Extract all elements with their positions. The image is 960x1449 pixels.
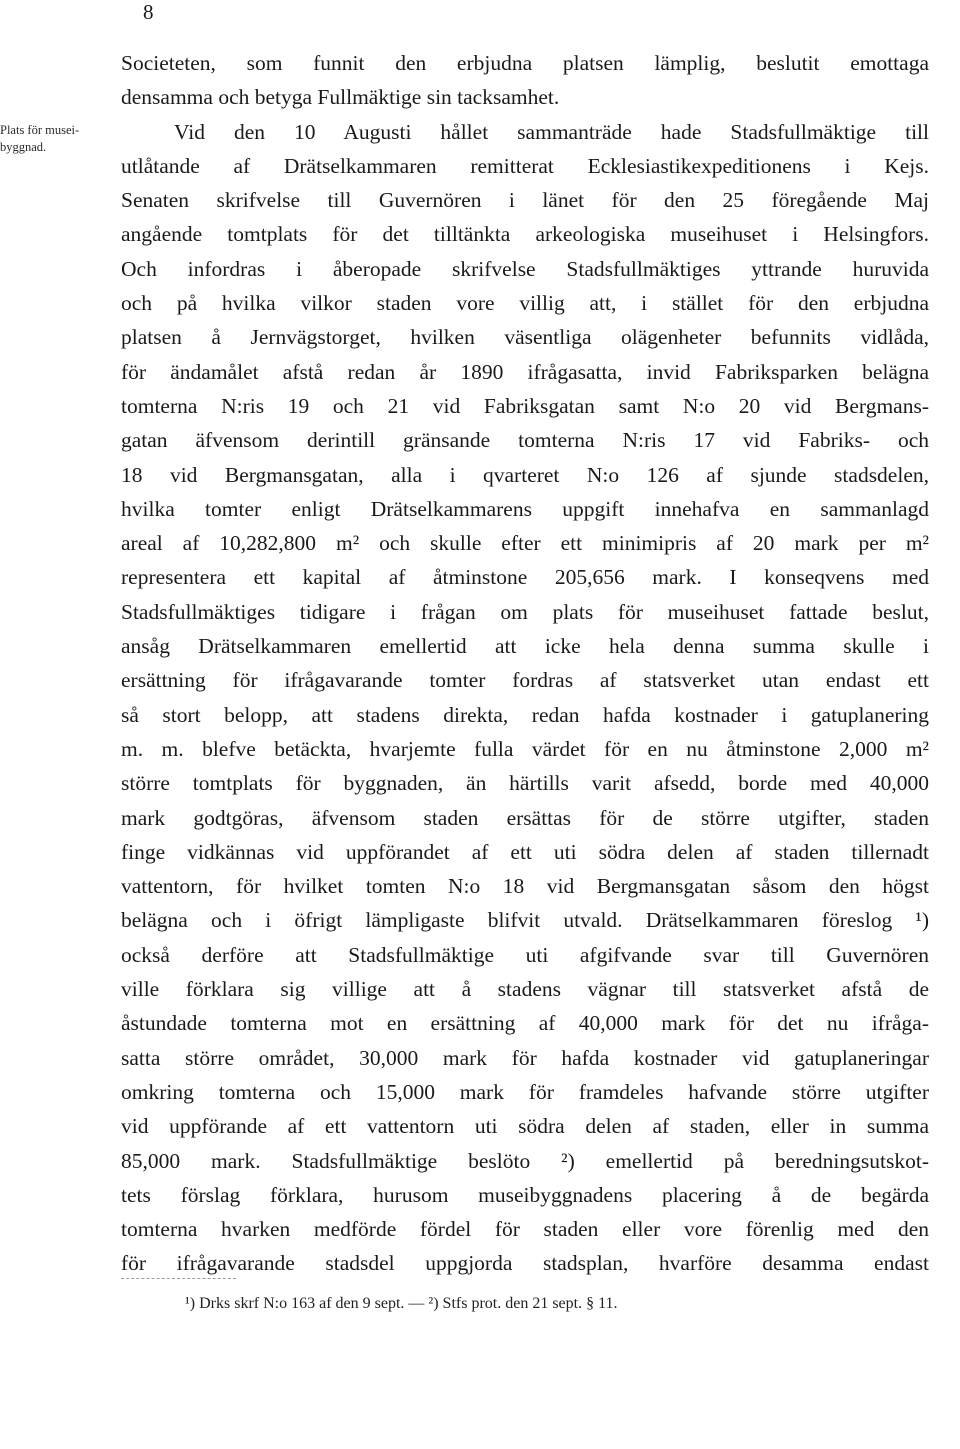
page-number: 8 xyxy=(143,0,154,24)
text-line: 18 vid Bergmansgatan, alla i qvarteret N:o 126 af sjunde stadsdelen, xyxy=(121,462,929,487)
text-line: m. m. blefve betäckta, hvarjemte fulla värdet för en nu åtminstone 2,000 m² xyxy=(121,736,929,761)
text-line: Och infordras i åberopade skrifvelse Stadsfullmäktiges yttrande huruvida xyxy=(121,256,929,281)
footnote-divider xyxy=(121,1278,236,1279)
text-line: vid uppförande af ett vattentorn uti södra delen af staden, eller in summa xyxy=(121,1114,929,1139)
text-line: åstundade tomterna mot en ersättning af 40,000 mark för det nu ifråga- xyxy=(121,1011,929,1036)
text-line: också derföre att Stadsfullmäktige uti afgifvande svar till Guvernören xyxy=(121,942,929,967)
text-line: angående tomtplats för det tilltänkta arkeologiska museihuset i Helsingfors. xyxy=(121,222,929,247)
text-line: vattentorn, för hvilket tomten N:o 18 vid Bergmansgatan såsom den högst xyxy=(121,874,929,899)
margin-note xyxy=(0,122,110,156)
text-line: ansåg Drätselkammaren emellertid att icke hela denna summa skulle i xyxy=(121,634,929,659)
margin-note-line: byggnad. xyxy=(0,140,47,154)
text-line: Vid den 10 Augusti hållet sammanträde hade Stadsfullmäktige till xyxy=(174,119,929,144)
text-line: Societeten, som funnit den erbjudna platsen lämplig, beslutit emottaga xyxy=(121,51,929,75)
text-line: 85,000 mark. Stadsfullmäktige beslöto ²) emellertid på beredningsutskot- xyxy=(121,1148,929,1173)
text-line: finge vidkännas vid uppförandet af ett uti södra delen af staden tillernadt xyxy=(121,839,929,864)
text-line: Senaten skrifvelse till Guvernören i länet för den 25 föregående Maj xyxy=(121,188,929,213)
text-line: satta större området, 30,000 mark för hafda kostnader vid gatuplaneringar xyxy=(121,1045,929,1070)
text-line: för ändamålet afstå redan år 1890 ifrågasatta, invid Fabriksparken belägna xyxy=(121,359,929,384)
text-line: så stort belopp, att stadens direkta, redan hafda kostnader i gatuplanering xyxy=(121,702,929,727)
text-line: densamma och betyga Fullmäktige sin tacksamhet. xyxy=(121,85,560,110)
margin-note-line: Plats för musei- xyxy=(0,123,80,137)
text-line: ersättning för ifrågavarande tomter fordras af statsverket utan endast ett xyxy=(121,668,929,693)
text-line: omkring tomterna och 15,000 mark för framdeles hafvande större utgifter xyxy=(121,1079,929,1104)
text-line: och på hvilka vilkor staden vore villig att, i stället för den erbjudna xyxy=(121,291,929,316)
text-line: areal af 10,282,800 m² och skulle efter ett minimipris af 20 mark per m² xyxy=(121,531,929,556)
text-line: Stadsfullmäktiges tidigare i frågan om plats för museihuset fattade beslut, xyxy=(121,599,929,624)
text-line: ville förklara sig villige att å stadens vägnar till statsverket afstå de xyxy=(121,977,929,1002)
text-line: utlåtande af Drätselkammaren remitterat Ecklesiastikexpeditionens i Kejs. xyxy=(121,153,929,178)
text-line: större tomtplats för byggnaden, än härtills varit afsedd, borde med 40,000 xyxy=(121,771,929,796)
text-line: belägna och i öfrigt lämpligaste blifvit utvald. Drätselkammaren föreslog ¹) xyxy=(121,908,929,933)
text-line: tets förslag förklara, hurusom museibyggnadens placering å de begärda xyxy=(121,1182,929,1207)
footnotes: ¹) Drks skrf N:o 163 af den 9 sept. — ²) Stfs prot. den 21 sept. § 11. xyxy=(185,1295,618,1312)
text-line: mark godtgöras, äfvensom staden ersättas för de större utgifter, staden xyxy=(121,805,929,830)
text-line: tomterna N:ris 19 och 21 vid Fabriksgatan samt N:o 20 vid Bergmans- xyxy=(121,393,929,418)
text-line: tomterna hvarken medförde fördel för staden eller vore förenlig med den xyxy=(121,1217,929,1242)
text-line: för ifrågavarande stadsdel uppgjorda stadsplan, hvarföre desamma endast xyxy=(121,1251,929,1276)
text-line: platsen å Jernvägstorget, hvilken väsentliga olägenheter befunnits vidlåda, xyxy=(121,325,929,350)
body-text xyxy=(121,46,929,1281)
text-line: gatan äfvensom derintill gränsande tomterna N:ris 17 vid Fabriks- och xyxy=(121,428,929,453)
text-line: representera ett kapital af åtminstone 205,656 mark. I konseqvens med xyxy=(121,565,929,590)
text-line: hvilka tomter enligt Drätselkammarens uppgift innehafva en sammanlagd xyxy=(121,496,929,521)
